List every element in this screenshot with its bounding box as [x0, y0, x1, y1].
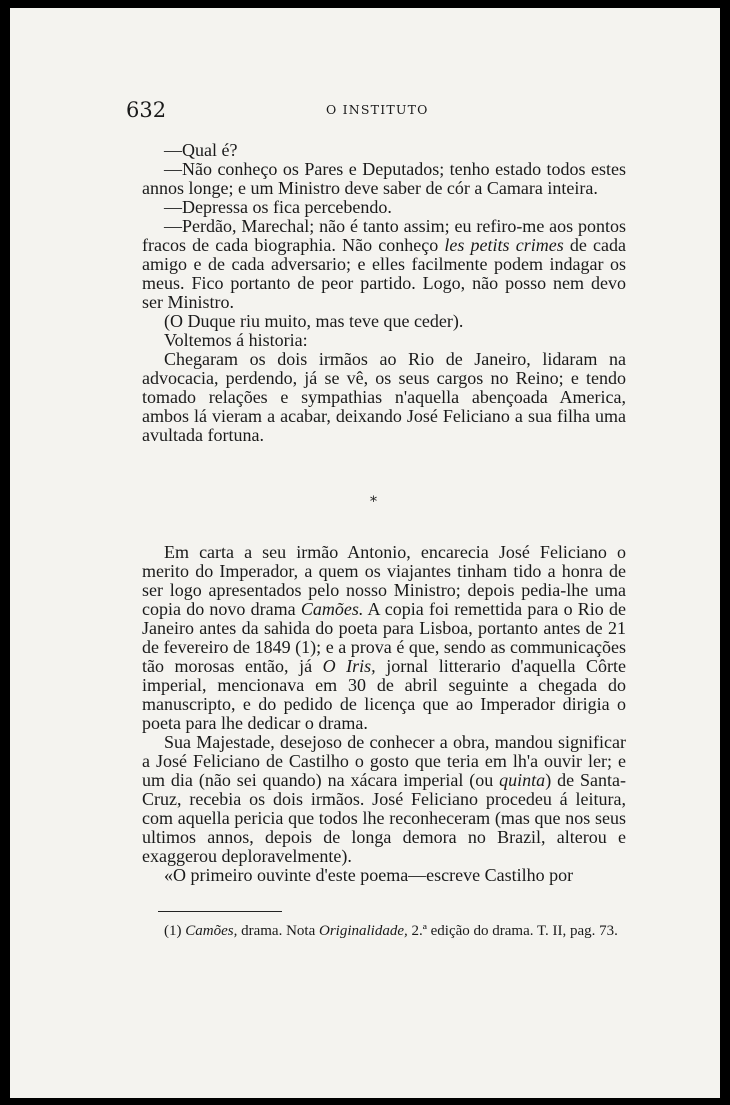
italic-title: Camões. — [300, 599, 364, 619]
paragraph: —Perdão, Marechal; não é tanto assim; eu refiro-me aos pontos fracos de cada biographia. Não conheço les petits crimes de cada amigo e de cada adversario; e elles facilmente podem indagar os meus. Fico portanto de peor partido. Logo, não posso nem devo ser Ministro. — [142, 216, 626, 312]
page-header — [126, 98, 638, 126]
footnote: (1) Camões, drama. Nota Originalidade, 2.ª edição do drama. T. II, pag. 73. — [164, 923, 618, 939]
page-number: 632 — [126, 98, 167, 122]
paragraph: —Não conheço os Pares e Deputados; tenho estado todos estes annos longe; e um Ministro deve saber de cór a Camara inteira. — [142, 159, 626, 198]
running-head: O INSTITUTO — [326, 102, 429, 117]
paragraph: Voltemos á historia: — [164, 330, 308, 350]
paragraph: Sua Majestade, desejoso de conhecer a obra, mandou significar a José Feliciano de Castilho o gosto que teria em lh'a ouvir ler; e um dia (não sei quando) na xácara imperial (ou quinta) de Santa-Cruz, recebia os dois irmãos. José Feliciano procedeu á leitura, com aquella pericia que todos lhe reconheceram (mas que nos seus ultimos annos, depois de longa demora no Brazil, alterou e exaggerou deploravelmente). — [142, 732, 626, 866]
paragraph: —Qual é? — [164, 140, 238, 160]
paragraph: Chegaram os dois irmãos ao Rio de Janeiro, lidaram na advocacia, perdendo, já se vê, os seus cargos no Reino; e tendo tomado relações e sympathias n'aquella abençoada America, ambos lá vieram a acabar, deixando José Feliciano a sua filha uma avultada fortuna. — [142, 349, 626, 445]
section-separator-asterisk: * — [370, 494, 377, 510]
narrative-section — [142, 543, 626, 885]
dialogue-section — [142, 141, 626, 445]
paragraph: (O Duque riu muito, mas teve que ceder). — [164, 311, 464, 331]
italic-word: quinta — [499, 770, 546, 790]
paragraph: —Depressa os fica percebendo. — [164, 197, 392, 217]
italic-title: O Iris, — [322, 656, 376, 676]
paragraph: «O primeiro ouvinte d'este poema—escreve Castilho por — [164, 865, 574, 885]
paragraph: Em carta a seu irmão Antonio, encarecia José Feliciano o merito do Imperador, a quem os viajantes tinham tido a honra de ser logo apresentados pelo nosso Ministro; depois pedia-lhe uma copia do novo drama Camões. A copia foi remettida para o Rio de Janeiro antes da sahida do poeta para Lisboa, portanto antes de 21 de fevereiro de 1849 (1); e a prova é que, sendo as communicações tão morosas então, já O Iris, jornal litterario d'aquella Côrte imperial, mencionava em 30 de abril seguinte a chegada do manuscripto, e do pedido de licença que ao Imperador dirigia o poeta para lhe dedicar o drama. — [142, 542, 626, 733]
book-page — [10, 8, 720, 1098]
italic-phrase: les petits crimes — [444, 235, 564, 255]
footnote-divider — [158, 911, 282, 912]
